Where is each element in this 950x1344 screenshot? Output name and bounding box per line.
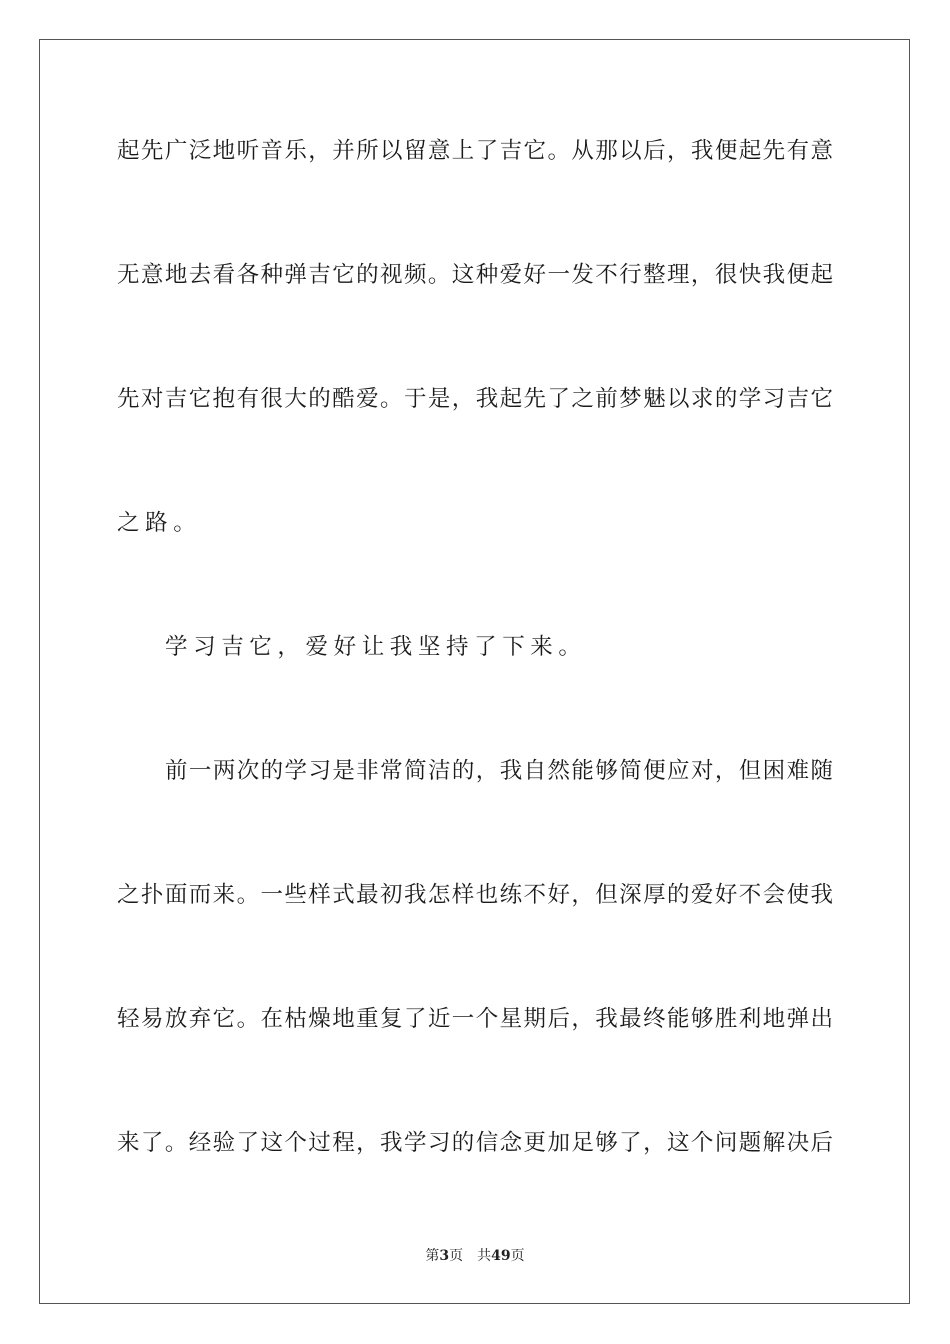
text-line: 起先广泛地听音乐，并所以留意上了吉它。从那以后，我便起先有意 bbox=[117, 138, 833, 164]
text-line: 之路。 bbox=[117, 510, 202, 536]
paragraph-start-line: 学习吉它，爱好让我坚持了下来。 bbox=[165, 634, 587, 660]
text-line: 来了。经验了这个过程，我学习的信念更加足够了，这个问题解决后 bbox=[117, 1130, 833, 1156]
page-prefix: 第 bbox=[425, 1248, 440, 1264]
text-line: 轻易放弃它。在枯燥地重复了近一个星期后，我最终能够胜利地弹出 bbox=[117, 1006, 833, 1032]
text-line: 之扑面而来。一些样式最初我怎样也练不好，但深厚的爱好不会使我 bbox=[117, 882, 833, 908]
page-border bbox=[39, 39, 910, 1304]
page-suffix: 页 bbox=[449, 1248, 464, 1264]
page-footer bbox=[0, 1247, 950, 1265]
total-pages: 49 bbox=[491, 1248, 511, 1264]
page-number: 3 bbox=[439, 1248, 450, 1264]
text-line: 先对吉它抱有很大的酷爱。于是，我起先了之前梦魅以求的学习吉它 bbox=[117, 386, 833, 412]
text-line: 无意地去看各种弹吉它的视频。这种爱好一发不行整理，很快我便起 bbox=[117, 262, 833, 288]
paragraph-start-line: 前一两次的学习是非常简洁的，我自然能够简便应对，但困难随 bbox=[165, 758, 833, 784]
total-suffix: 页 bbox=[510, 1248, 525, 1264]
total-prefix: 共 bbox=[477, 1248, 492, 1264]
